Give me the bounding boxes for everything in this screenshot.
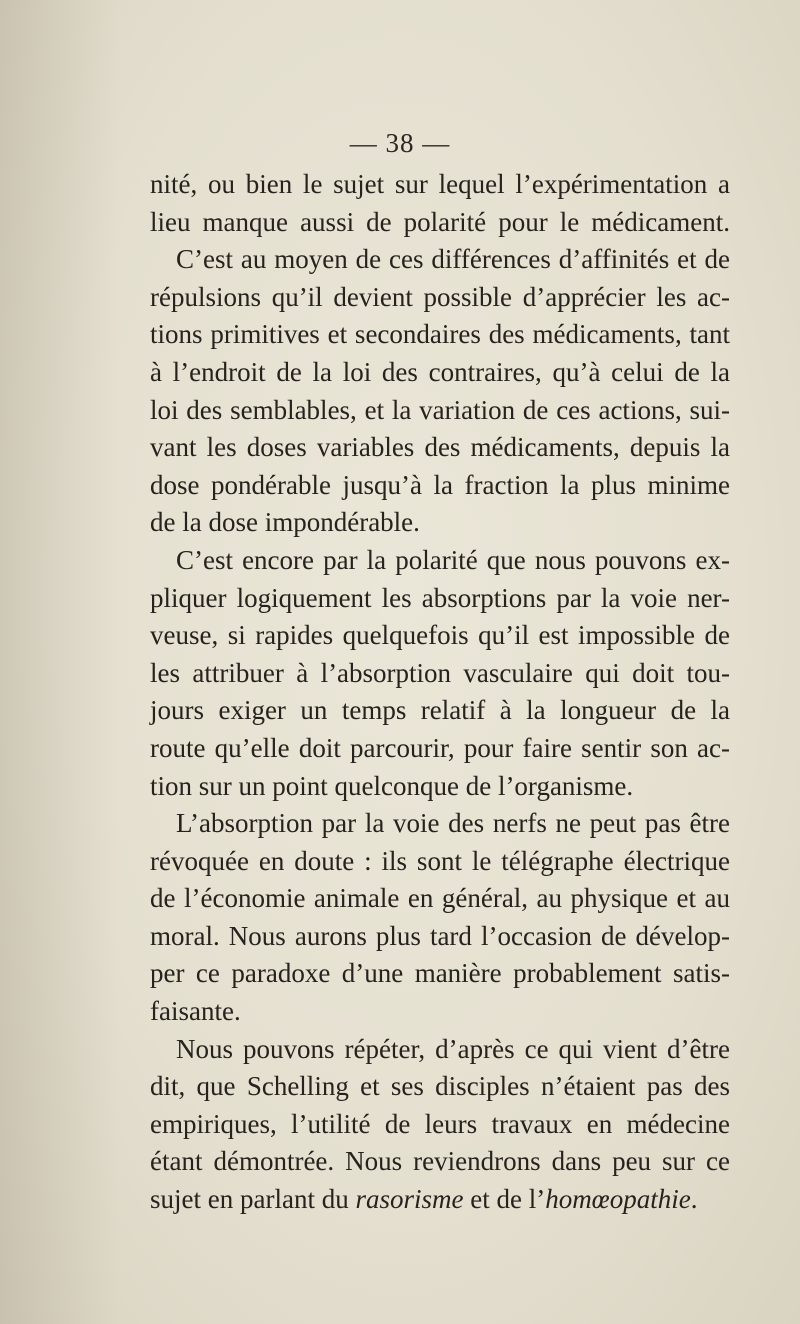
page-number: — 38 —: [349, 128, 451, 158]
text-line: Nous pouvons répéter, d’après ce qui vient d’être: [176, 1033, 730, 1064]
text-line: moral. Nous aurons plus tard l’occasion de dévelop-: [150, 920, 730, 951]
body-text: [150, 166, 730, 1219]
text-line: dit, que Schelling et ses disciples n’étaient pas des: [150, 1071, 730, 1102]
text-line: empiriques, l’utilité de leurs travaux en médecine: [150, 1108, 730, 1139]
text-line: tions primitives et secondaires des médicaments, tant: [150, 319, 730, 350]
text-line: de la dose impondérable.: [150, 507, 420, 538]
text-line: révoquée en doute : ils sont le télégraphe électrique: [150, 845, 730, 876]
text-line: dose pondérable jusqu’à la fraction la plus minime: [150, 469, 730, 500]
text-line: C’est au moyen de ces différences d’affinités et de: [176, 244, 730, 275]
text-line: nité, ou bien le sujet sur lequel l’expérimentation a: [150, 169, 730, 199]
text-line: tion sur un point quelconque de l’organisme.: [150, 770, 634, 801]
text-line: les attribuer à l’absorption vasculaire qui doit tou-: [150, 657, 730, 688]
text-line: L’absorption par la voie des nerfs ne peut pas être: [176, 808, 730, 839]
text-line: pliquer logiquement les absorptions par la voie ner-: [150, 582, 730, 613]
italic-term-homoeopathie: homœopathie: [545, 1184, 691, 1215]
text-line: loi des semblables, et la variation de ces actions, sui-: [150, 394, 730, 425]
page-gutter-shadow: [0, 0, 120, 1324]
italic-term-rasorisme: rasorisme: [355, 1184, 464, 1215]
final-text-line: [150, 1181, 730, 1219]
text-line: étant démontrée. Nous reviendrons dans peu sur ce: [150, 1146, 730, 1177]
text-line: lieu manque aussi de polarité pour le médicament.: [150, 206, 730, 237]
final-line-middle: et de l’: [463, 1184, 546, 1215]
text-line: jours exiger un temps relatif à la longueur de la: [150, 695, 730, 726]
final-line-start: sujet en parlant du: [150, 1184, 356, 1215]
text-line: vant les doses variables des médicaments, depuis la: [150, 432, 730, 463]
text-line: de l’économie animale en général, au physique et au: [150, 883, 730, 914]
text-line: faisante.: [150, 996, 241, 1027]
final-line-end: .: [690, 1184, 698, 1215]
text-line: route qu’elle doit parcourir, pour faire sentir son ac-: [150, 732, 730, 763]
text-line: à l’endroit de la loi des contraires, qu’à celui de la: [150, 356, 730, 387]
text-line: répulsions qu’il devient possible d’apprécier les ac-: [150, 281, 730, 312]
text-line: per ce paradoxe d’une manière probablement satis-: [150, 958, 730, 989]
text-line: veuse, si rapides quelquefois qu’il est impossible de: [150, 620, 730, 651]
text-line: C’est encore par la polarité que nous pouvons ex-: [176, 544, 730, 575]
